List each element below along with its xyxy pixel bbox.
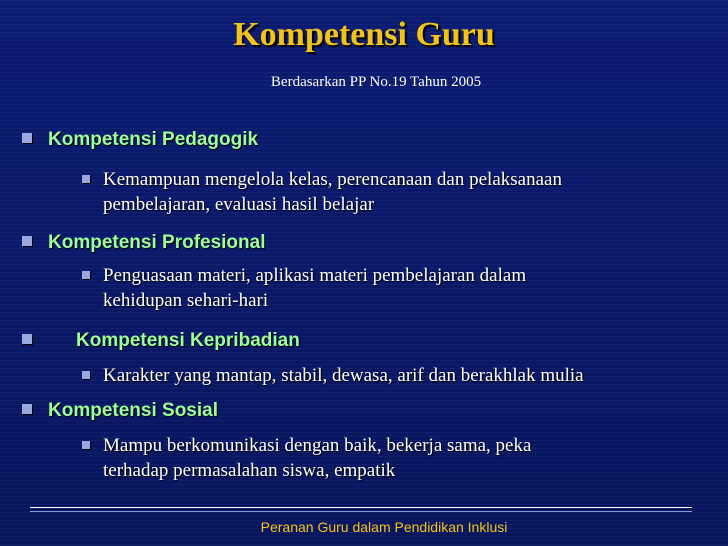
competency-detail-line: Karakter yang mantap, stabil, dewasa, arif dan berakhlak mulia bbox=[103, 365, 584, 386]
slide-title: Kompetensi Guru bbox=[233, 16, 495, 53]
competency-detail-line: terhadap permasalahan siswa, empatik bbox=[103, 460, 396, 481]
competency-detail-line: Penguasaan materi, aplikasi materi pembelajaran dalam bbox=[103, 265, 527, 286]
competency-detail-line: pembelajaran, evaluasi hasil belajar bbox=[103, 194, 375, 215]
competency-detail-line: kehidupan sehari-hari bbox=[103, 290, 269, 311]
square-bullet-icon bbox=[22, 133, 32, 143]
slide-footer: Peranan Guru dalam Pendidikan Inklusi bbox=[260, 519, 508, 535]
square-bullet-icon bbox=[82, 371, 90, 379]
competency-detail-line: Kemampuan mengelola kelas, perencanaan dan pelaksanaan bbox=[103, 169, 562, 190]
competency-detail-line: Mampu berkomunikasi dengan baik, bekerja sama, peka bbox=[103, 435, 532, 456]
footer-divider bbox=[30, 507, 692, 508]
competency-heading-pedagogik: Kompetensi Pedagogik bbox=[48, 129, 259, 150]
footer-divider-shadow bbox=[30, 511, 692, 512]
square-bullet-icon bbox=[82, 441, 90, 449]
square-bullet-icon bbox=[82, 271, 90, 279]
slide-subtitle: Berdasarkan PP No.19 Tahun 2005 bbox=[270, 74, 482, 90]
square-bullet-icon bbox=[22, 334, 32, 344]
competency-heading-profesional: Kompetensi Profesional bbox=[48, 232, 266, 253]
competency-heading-sosial: Kompetensi Sosial bbox=[48, 400, 218, 421]
square-bullet-icon bbox=[82, 175, 90, 183]
competency-heading-kepribadian: Kompetensi Kepribadian bbox=[76, 330, 300, 351]
square-bullet-icon bbox=[22, 236, 32, 246]
square-bullet-icon bbox=[22, 404, 32, 414]
